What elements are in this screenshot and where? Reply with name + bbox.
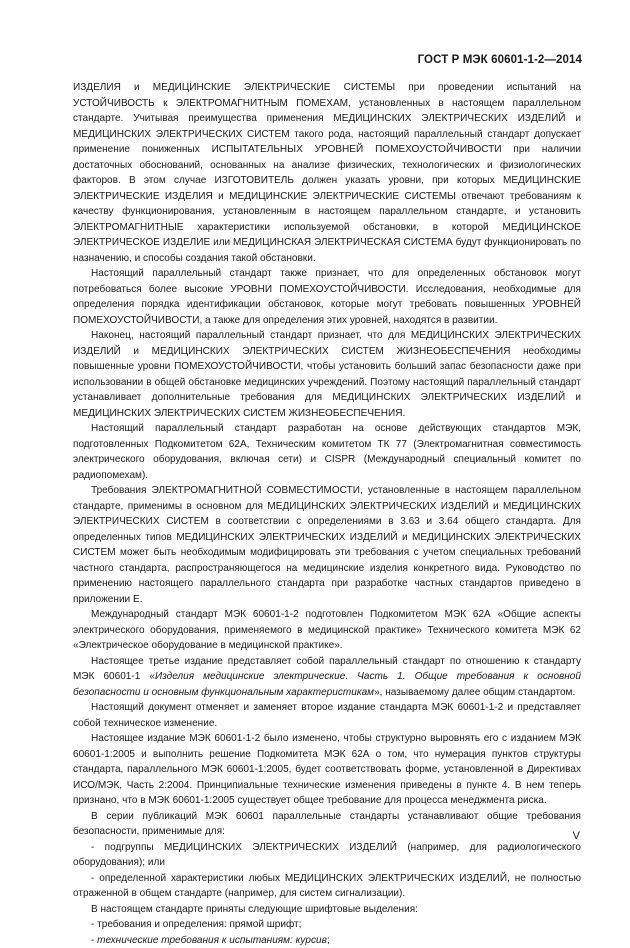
paragraph: Настоящий документ отменяет и заменяет второе издание стандарта МЭК 60601-1-2 и представляет собой техническое изменение. [73,700,581,731]
paragraph: Международный стандарт МЭК 60601-1-2 подготовлен Подкомитетом МЭК 62А «Общие аспекты электрического оборудования, применяемого в медицинской практике» Технического комитета МЭК 62 «Электрическое оборудование в медицинской практике». [73,607,581,654]
list-item: - подгруппы МЕДИЦИНСКИХ ЭЛЕКТРИЧЕСКИХ ИЗДЕЛИЙ (например, для радиологического оборудования); или [73,840,581,871]
list-item-text: - [91,935,97,946]
paragraph: Настоящее издание МЭК 60601-1-2 было изменено, чтобы структурно выровнять его с изданием МЭК 60601-1:2005 и выполнить решение Подкомитета МЭК 62А о том, что нумерация пунктов структуры стандарта, параллельного МЭК 60601-1:2005, будет соответствовать форме, установленной в Директивах ИСО/МЭК, Часть 2:2004. Принципиальные технические изменения приведены в пункте 4. В нем теперь признано, что в МЭК 60601-1:2005 существует общее требование для процесса менеджмента риска. [73,731,581,809]
paragraph: Настоящий параллельный стандарт разработан на основе действующих стандартов МЭК, подготовленных Подкомитетом 62А, Техническим комитетом ТК 77 (Электромагнитная совместимость электрического оборудования, включая сети) и CISPR (Международный специальный комитет по радиопомехам). [73,421,581,483]
standard-title-italic: Изделия медицинские электрические. Часть 1. Общие требования к основной безопасности и основным функциональным характеристикам [73,671,581,698]
page-number: V [573,830,580,842]
document-body [73,80,581,948]
list-item [73,933,581,948]
paragraph: В настоящем стандарте приняты следующие шрифтовые выделения: [73,902,581,918]
paragraph: Требования ЭЛЕКТРОМАГНИТНОЙ СОВМЕСТИМОСТИ, установленные в настоящем параллельном стандарте, применимы в основном для МЕДИЦИНСКИХ ЭЛЕКТРИЧЕСКИХ ИЗДЕЛИЙ и МЕДИЦИНСКИХ ЭЛЕКТРИЧЕСКИХ СИСТЕМ в соответствии с определениями в 3.63 и 3.64 общего стандарта. Для определенных типов МЕДИЦИНСКИХ ЭЛЕКТРИЧЕСКИХ ИЗДЕЛИЙ и МЕДИЦИНСКИХ ЭЛЕКТРИЧЕСКИХ СИСТЕМ может быть необходимым модифицировать эти требования с учетом специальных требований частного стандарта, распространяющегося на медицинские изделия конкретного вида. Руководство по применению настоящего параллельного стандарта при разработке частных стандартов приведено в приложении Е. [73,483,581,607]
paragraph: ИЗДЕЛИЯ и МЕДИЦИНСКИЕ ЭЛЕКТРИЧЕСКИЕ СИСТЕМЫ при проведении испытаний на УСТОЙЧИВОСТЬ к ЭЛЕКТРОМАГНИТНЫМ ПОМЕХАМ, установленных в настоящем параллельном стандарте. Учитывая преимущества применения МЕДИЦИНСКИХ ЭЛЕКТРИЧЕСКИХ ИЗДЕЛИЙ и МЕДИЦИНСКИХ ЭЛЕКТРИЧЕСКИХ СИСТЕМ такого рода, настоящий параллельный стандарт допускает применение пониженных ИСПЫТАТЕЛЬНЫХ УРОВНЕЙ ПОМЕХОУСТОЙЧИВОСТИ при наличии достаточных обоснований, основанных на анализе физических, технологических и физиологических факторов. В этом случае ИЗГОТОВИТЕЛЬ должен указать уровни, при которых МЕДИЦИНСКИЕ ЭЛЕКТРИЧЕСКИЕ ИЗДЕЛИЯ и МЕДИЦИНСКИЕ ЭЛЕКТРИЧЕСКИЕ СИСТЕМЫ отвечают требованиям к качеству функционирования, установленным в настоящем параллельном стандарте, и установить ЭЛЕКТРОМАГНИТНЫЕ характеристики используемой обстановки, в которой МЕДИЦИНСКОЕ ЭЛЕКТРИЧЕСКОЕ ИЗДЕЛИЕ или МЕДИЦИНСКАЯ ЭЛЕКТРИЧЕСКАЯ СИСТЕМА будут функционировать по назначению, и способы создания такой обстановки. [73,80,581,266]
document-header: ГОСТ Р МЭК 60601-1-2—2014 [418,54,582,66]
paragraph: В серии публикаций МЭК 60601 параллельные стандарты устанавливают общие требования безопасности, применимые для: [73,809,581,840]
italic-text: технические требования к испытаниям: курсив [97,935,327,946]
paragraph-text: », называемому далее общим стандартом. [374,687,575,698]
list-item: - требования и определения: прямой шрифт; [73,917,581,933]
paragraph: Наконец, настоящий параллельный стандарт признает, что для МЕДИЦИНСКИХ ЭЛЕКТРИЧЕСКИХ ИЗДЕЛИЙ и МЕДИЦИНСКИХ ЭЛЕКТРИЧЕСКИХ СИСТЕМ ЖИЗНЕОБЕСПЕЧЕНИЯ необходимы повышенные уровни ПОМЕХОУСТОЙЧИВОСТИ, чтобы установить больший запас безопасности даже при использовании в общей обстановке медицинских учреждений. Поэтому настоящий параллельный стандарт устанавливает дополнительные требования для МЕДИЦИНСКИХ ЭЛЕКТРИЧЕСКИХ ИЗДЕЛИЙ и МЕДИЦИНСКИХ ЭЛЕКТРИЧЕСКИХ СИСТЕМ ЖИЗНЕОБЕСПЕЧЕНИЯ. [73,328,581,421]
paragraph-text: Настоящее третье издание представляет собой параллельный стандарт по отношению к стандарту МЭК 60601-1 « [73,656,581,683]
paragraph [73,654,581,701]
list-item: - определенной характеристики любых МЕДИЦИНСКИХ ЭЛЕКТРИЧЕСКИХ ИЗДЕЛИЙ, не полностью отраженной в общем стандарте (например, для систем сигнализации). [73,871,581,902]
list-item-text: ; [327,935,330,946]
paragraph: Настоящий параллельный стандарт также признает, что для определенных обстановок могут потребоваться более высокие УРОВНИ ПОМЕХОУСТОЙЧИВОСТИ. Исследования, необходимые для определения порядка идентификации обстановок, которые могут требовать повышенных УРОВНЕЙ ПОМЕХОУСТОЙЧИВОСТИ, а также для определения этих уровней, находятся в развитии. [73,266,581,328]
